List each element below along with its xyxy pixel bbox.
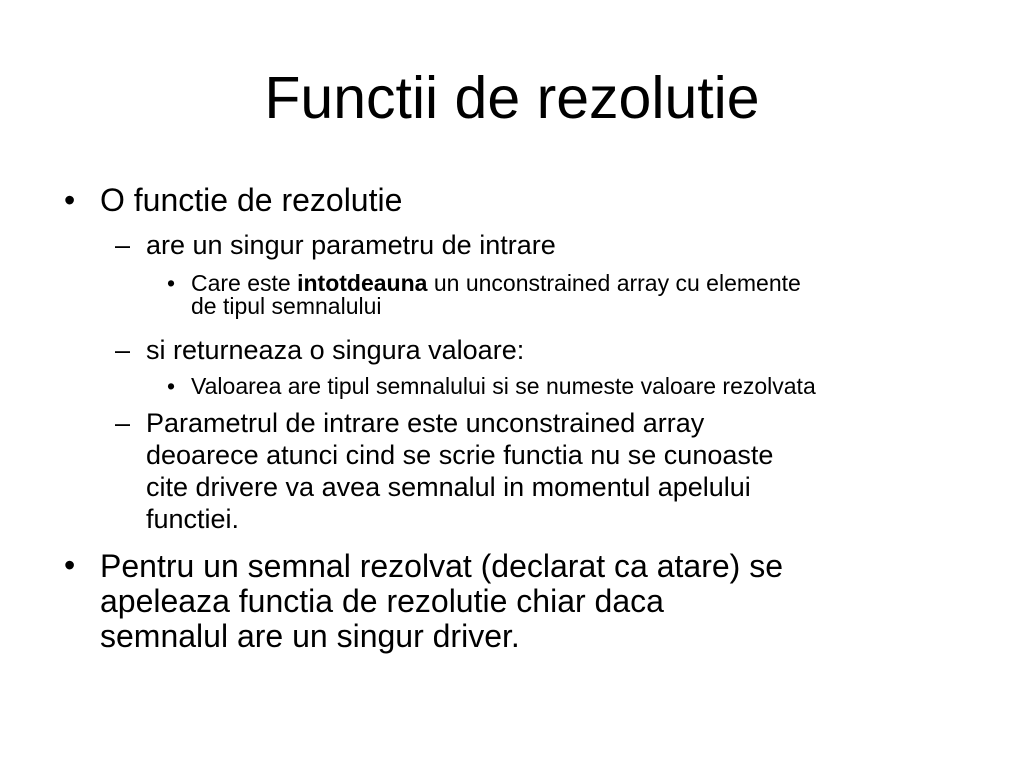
bullet-text-line: Pentru un semnal rezolvat (declarat ca atare) se (100, 548, 783, 584)
bullet-text-bold: intotdeauna (297, 270, 428, 296)
dash-marker: – (115, 230, 131, 260)
sub-sub-bullet-2 (167, 373, 816, 399)
bullet-marker: • (167, 373, 176, 399)
bullet-text: are un singur parametru de intrare (146, 230, 556, 260)
bullet-text: O functie de rezolutie (100, 182, 403, 218)
bullet-marker: • (64, 547, 76, 583)
bullet-text: si returneaza o singura valoare: (146, 335, 525, 365)
bullet-text: Valoarea are tipul semnalului si se numeste valoare rezolvata (191, 373, 816, 399)
sub-bullet-3 (115, 407, 774, 535)
sub-bullet-1 (115, 229, 556, 261)
dash-marker: – (115, 408, 131, 438)
sub-bullet-2 (115, 334, 525, 366)
bullet-2 (64, 547, 783, 654)
bullet-text-before: Care este (191, 270, 298, 296)
slide-title: Functii de rezolutie (264, 65, 760, 131)
sub-sub-bullet-1 (167, 270, 801, 319)
bullet-text-line: deoarece atunci cind se scrie functia nu se cunoaste (146, 440, 774, 470)
bullet-text-line: cite drivere va avea semnalul in momentul apelului (146, 472, 751, 502)
dash-marker: – (115, 335, 131, 365)
bullet-marker: • (64, 182, 76, 218)
bullet-text-line: functiei. (146, 504, 240, 534)
bullet-text-after: un unconstrained array cu elemente (427, 270, 801, 296)
bullet-text-line: apeleaza functia de rezolutie chiar daca (100, 583, 664, 619)
bullet-text-line-2: de tipul semnalului (191, 293, 382, 319)
bullet-1 (64, 182, 403, 218)
bullet-text-line: Parametrul de intrare este unconstrained array (146, 408, 705, 438)
bullet-marker: • (167, 270, 176, 296)
bullet-text-line-1 (191, 272, 801, 295)
bullet-text-line: semnalul are un singur driver. (100, 618, 520, 654)
